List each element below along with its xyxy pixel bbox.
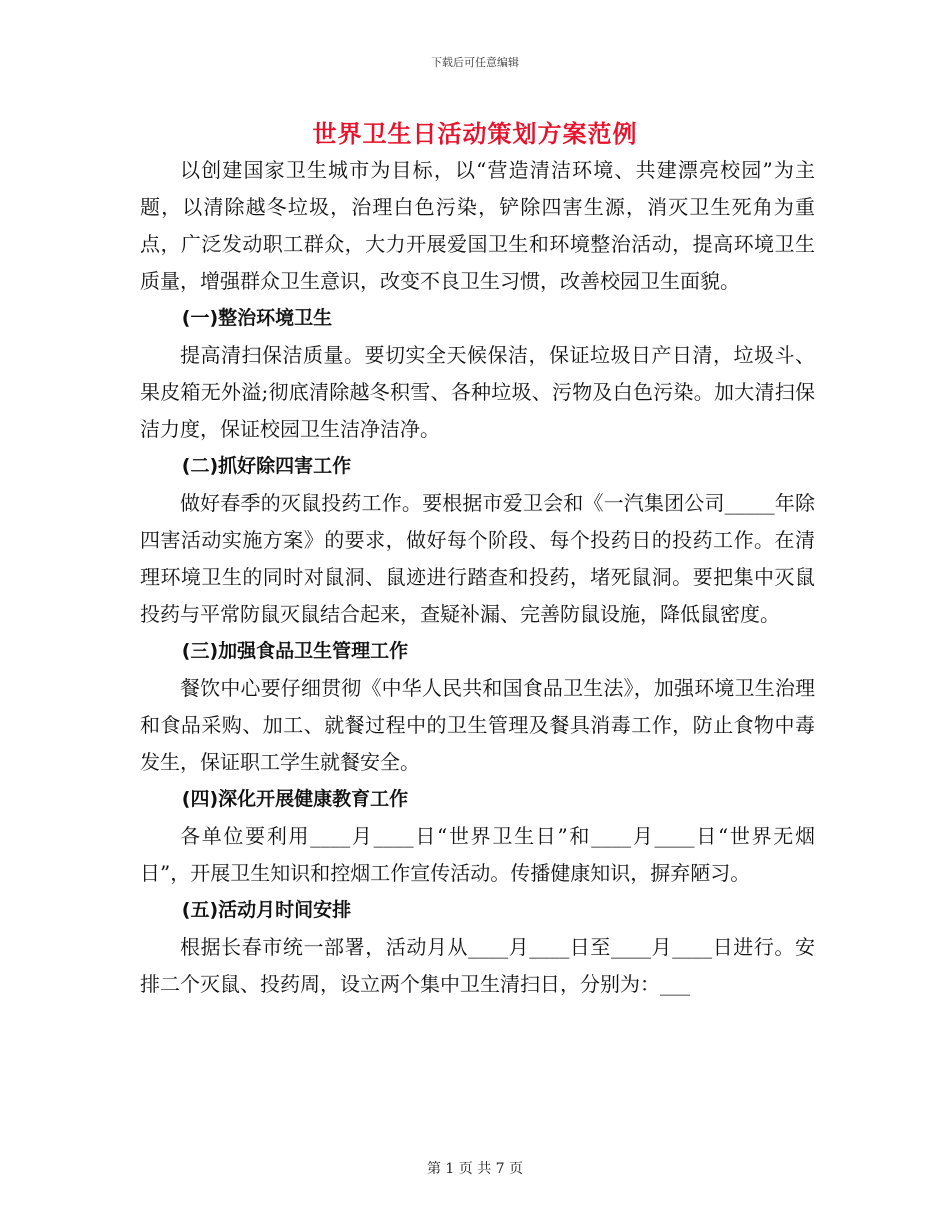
section-heading-3: (三)加强食品卫生管理工作 [181,640,409,662]
section-body-1: 提高清扫保洁质量。要切实全天候保洁，保证垃圾日产日清，垃圾斗、果皮箱无外溢;彻底清除越冬积雪、各种垃圾、污物及白色污染。加大清扫保洁力度，保证校园卫生洁净洁净。 [140,343,815,441]
header-note: 下载后可任意编辑 [431,56,519,69]
section-body-2: 做好春季的灭鼠投药工作。要根据市爱卫会和《一汽集团公司_____年除四害活动实施方案》的要求，做好每个阶段、每个投药日的投药工作。在清理环境卫生的同时对鼠洞、鼠迹进行踏查和投药，堵死鼠洞。要把集中灭鼠投药与平常防鼠灭鼠结合起来，查疑补漏、完善防鼠设施，降低鼠密度。 [140,491,815,626]
section-heading-1: (一)整治环境卫生 [181,307,333,329]
section-heading-4: (四)深化开展健康教育工作 [181,788,409,810]
section-body-4: 各单位要利用____月____日“世界卫生日”和____月____日“世界无烟日”，开展卫生知识和控烟工作宣传活动。传播健康知识，摒弃陋习。 [140,824,815,885]
section-heading-2: (二)抓好除四害工作 [181,455,352,477]
intro-paragraph: 以创建国家卫生城市为目标，以“营造清洁环境、共建漂亮校园”为主题，以清除越冬垃圾，治理白色污染，铲除四害生源，消灭卫生死角为重点，广泛发动职工群众，大力开展爱国卫生和环境整治活动，提高环境卫生质量，增强群众卫生意识，改变不良卫生习惯，改善校园卫生面貌。 [140,158,815,293]
section-body-5: 根据长春市统一部署，活动月从____月____日至____月____日进行。安排二个灭鼠、投药周，设立两个集中卫生清扫日，分别为：___ [140,935,815,996]
section-body-3: 餐饮中心要仔细贯彻《中华人民共和国食品卫生法》，加强环境卫生治理和食品采购、加工、就餐过程中的卫生管理及餐具消毒工作，防止食物中毒发生，保证职工学生就餐安全。 [140,676,815,774]
document-title: 世界卫生日活动策划方案范例 [312,119,638,148]
section-heading-5: (五)活动月时间安排 [181,899,352,921]
page-number-footer: 第 1 页 共 7 页 [426,1161,524,1177]
document-body [140,152,815,1003]
